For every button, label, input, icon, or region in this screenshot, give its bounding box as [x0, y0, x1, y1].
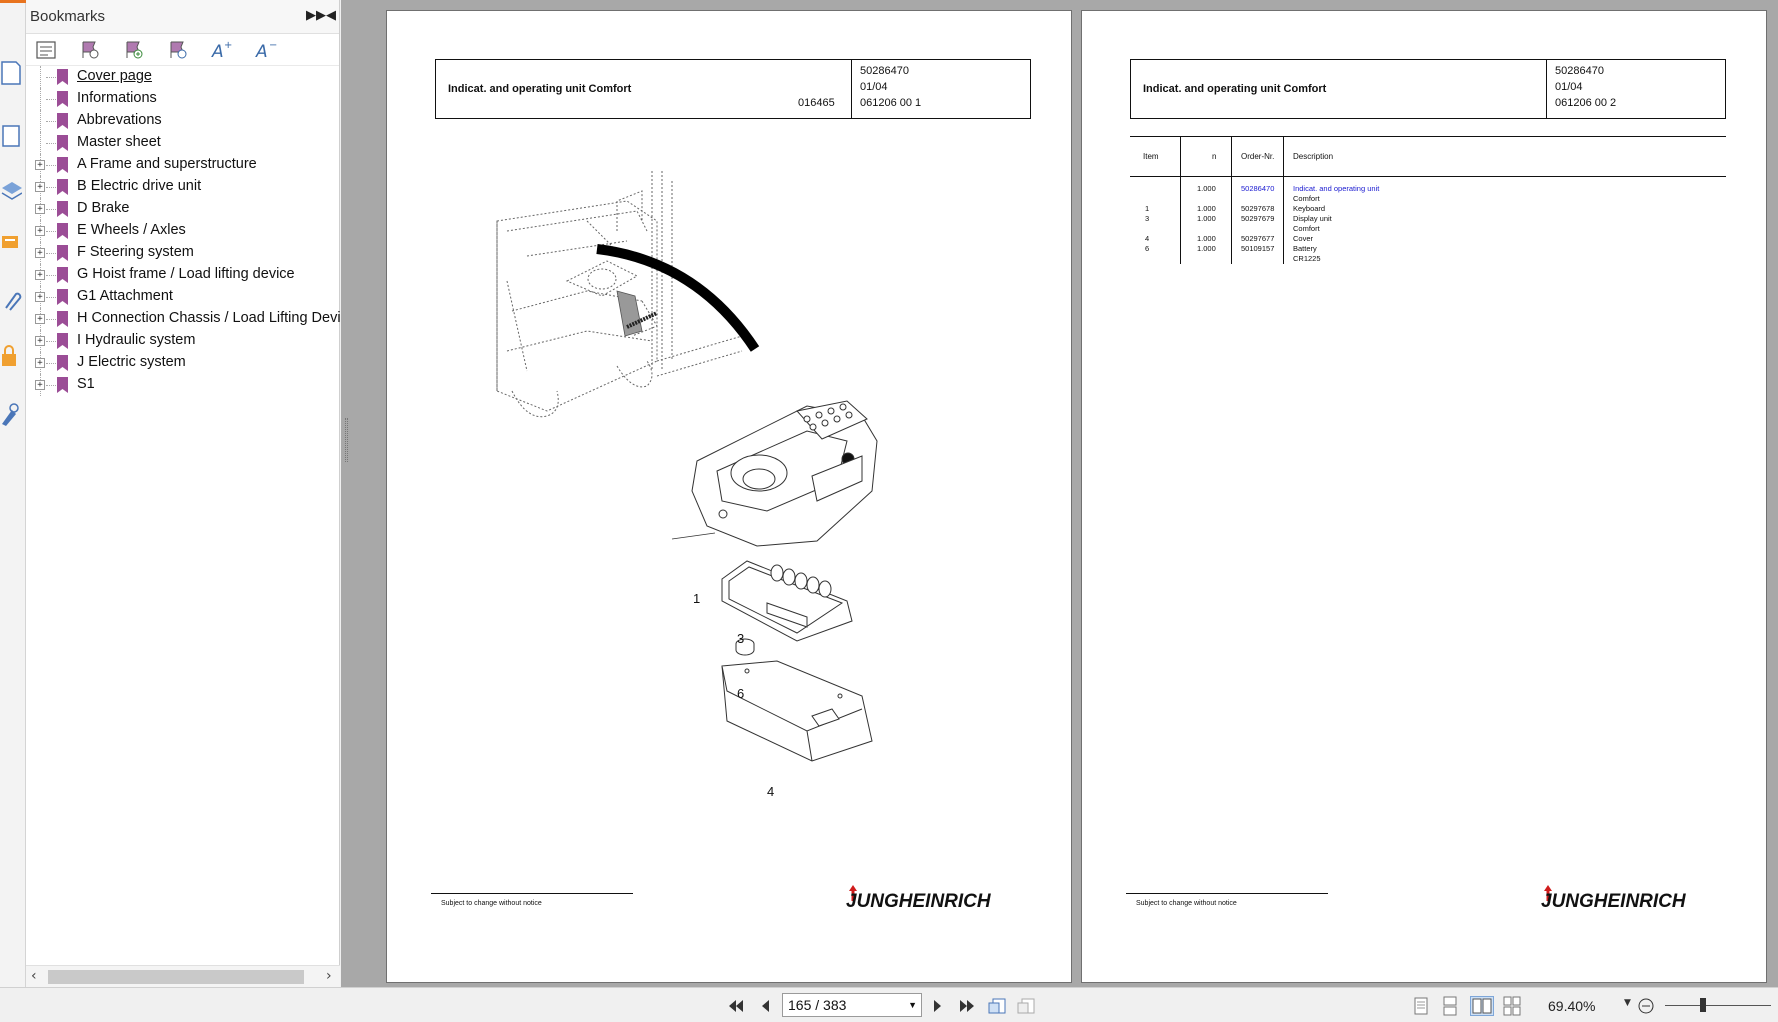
part-number: 50286470	[860, 65, 909, 77]
column-header-order: Order-Nr.	[1241, 152, 1275, 161]
expand-panel-icon[interactable]: ▶▶	[306, 8, 326, 23]
page-number-input[interactable]	[782, 993, 922, 1017]
bookmark-item[interactable]	[26, 308, 339, 330]
page-thumbnail-icon[interactable]	[0, 55, 26, 91]
bookmark-label[interactable]: J Electric system	[77, 354, 186, 370]
bookmark-flag-icon	[56, 157, 70, 174]
svg-text:A: A	[212, 41, 224, 60]
bookmark-flag-icon	[56, 91, 70, 108]
tree-guide-line	[46, 187, 56, 188]
column-rule	[1180, 136, 1181, 264]
page-header-box	[1130, 59, 1726, 119]
tree-guide-line	[46, 99, 56, 100]
svg-text:JUNGHEINRICH: JUNGHEINRICH	[846, 891, 991, 912]
column-rule	[1283, 136, 1284, 264]
bookmark-flag-icon	[56, 333, 70, 350]
bookmark-flag-icon	[56, 311, 70, 328]
zoom-out-icon[interactable]	[1636, 996, 1656, 1016]
tree-guide-line	[46, 77, 56, 78]
panel-resize-grip[interactable]	[345, 418, 348, 462]
display-unit-drawing	[692, 401, 877, 546]
svg-text:JUNGHEINRICH: JUNGHEINRICH	[1541, 891, 1686, 912]
table-cell-order: 50297677	[1241, 234, 1275, 243]
tree-guide-line	[46, 165, 56, 166]
signature-icon[interactable]	[0, 396, 26, 432]
svg-text:+: +	[224, 39, 233, 51]
tree-guide-line	[40, 66, 41, 88]
table-cell-description: Display unit	[1293, 214, 1332, 223]
table-cell-n: 1.000	[1197, 214, 1216, 223]
bookmark-item[interactable]	[26, 330, 339, 352]
expand-toggle-icon[interactable]: +	[35, 358, 45, 368]
bookmark-label[interactable]: H Connection Chassis / Load Lifting Devi	[77, 310, 341, 326]
next-page-icon[interactable]	[928, 996, 948, 1016]
jungheinrich-logo	[843, 883, 993, 913]
delete-bookmark-icon[interactable]	[78, 38, 102, 62]
facing-view-icon[interactable]	[1470, 996, 1494, 1016]
callout-3: 3	[737, 631, 745, 646]
layers-icon[interactable]	[0, 172, 26, 208]
page-header-box	[435, 59, 1031, 119]
sheet-number: 061206 00 2	[1555, 97, 1617, 109]
column-rule	[1231, 136, 1232, 264]
tree-guide-line	[46, 143, 56, 144]
bookmark-label[interactable]: G1 Attachment	[77, 288, 173, 304]
bookmark-item[interactable]	[26, 242, 339, 264]
next-view-icon[interactable]	[1016, 996, 1036, 1016]
expand-toggle-icon[interactable]: +	[35, 248, 45, 258]
bookmark-item[interactable]	[26, 286, 339, 308]
column-header-n: n	[1212, 152, 1217, 161]
callout-4: 4	[767, 784, 775, 799]
increase-font-icon[interactable]	[210, 38, 234, 62]
bookmark-tree	[26, 66, 339, 396]
bookmark-item[interactable]	[26, 176, 339, 198]
bookmark-label[interactable]: I Hydraulic system	[77, 332, 196, 348]
sheet-number: 061206 00 1	[860, 97, 922, 109]
bookmark-options-icon[interactable]	[34, 38, 58, 62]
bookmark-item[interactable]	[26, 110, 339, 132]
tree-guide-line	[46, 385, 56, 386]
part-number: 50286470	[1555, 65, 1604, 77]
bookmark-label[interactable]: S1	[77, 376, 95, 392]
scroll-left-icon[interactable]: ‹	[31, 968, 37, 984]
page-header-title: Indicat. and operating unit Comfort	[448, 83, 632, 95]
expand-toggle-icon[interactable]: +	[35, 336, 45, 346]
table-header-rule	[1130, 176, 1726, 177]
cover-drawing	[722, 661, 872, 761]
first-page-icon[interactable]	[726, 996, 746, 1016]
column-header-item: Item	[1143, 152, 1159, 161]
bookmark-label[interactable]: F Steering system	[77, 244, 194, 260]
bookmark-label[interactable]: D Brake	[77, 200, 130, 216]
header-divider	[1546, 60, 1547, 118]
bookmark-item[interactable]	[26, 352, 339, 374]
footer-note: Subject to change without notice	[441, 900, 542, 907]
table-top-rule	[1130, 136, 1726, 137]
chevron-down-icon[interactable]: ▼	[908, 1000, 917, 1010]
tree-guide-line	[46, 341, 56, 342]
keyboard-drawing	[722, 561, 852, 641]
scrollbar-thumb[interactable]	[48, 970, 304, 984]
table-cell-n: 1.000	[1197, 184, 1216, 193]
bookmark-label[interactable]: E Wheels / Axles	[77, 222, 186, 238]
table-cell-item: 4	[1145, 234, 1150, 243]
navigation-bar	[0, 987, 1778, 1022]
tree-guide-line	[46, 319, 56, 320]
bookmark-label[interactable]: Master sheet	[77, 134, 161, 150]
seat-sketch	[617, 291, 642, 336]
bookmark-item[interactable]	[26, 220, 339, 242]
attachment-icon[interactable]	[0, 282, 26, 318]
document-page-left	[386, 10, 1072, 983]
tree-guide-line	[46, 275, 56, 276]
svg-text:−: −	[269, 39, 277, 51]
bookmark-label[interactable]: B Electric drive unit	[77, 178, 202, 194]
previous-view-icon[interactable]	[987, 996, 1007, 1016]
expand-toggle-icon[interactable]: +	[35, 182, 45, 192]
table-cell-item: 3	[1145, 214, 1150, 223]
horizontal-scrollbar[interactable]	[26, 965, 340, 987]
table-cell-description: Keyboard	[1293, 204, 1326, 213]
bookmark-item[interactable]	[26, 132, 339, 154]
add-bookmark-icon[interactable]	[122, 38, 146, 62]
bookmarks-toolbar	[26, 34, 339, 66]
bookmark-flag-icon	[56, 289, 70, 306]
bookmark-flag-icon	[56, 267, 70, 284]
table-cell-order[interactable]: 50286470	[1241, 184, 1275, 193]
document-view[interactable]	[341, 0, 1778, 987]
footer-rule	[431, 893, 633, 894]
comments-icon[interactable]	[0, 226, 26, 262]
expand-toggle-icon[interactable]: +	[35, 270, 45, 280]
pages-icon[interactable]	[0, 118, 26, 154]
expand-toggle-icon[interactable]: +	[35, 380, 45, 390]
header-divider	[851, 60, 852, 118]
callout-1: 1	[693, 591, 701, 606]
bookmark-label[interactable]: Abbrevations	[77, 112, 162, 128]
tree-guide-line	[40, 132, 41, 154]
tree-guide-line	[46, 253, 56, 254]
decrease-font-icon[interactable]	[254, 38, 278, 62]
lock-icon[interactable]	[0, 338, 26, 374]
bookmark-flag-icon	[56, 135, 70, 152]
table-cell-item: 1	[1145, 204, 1150, 213]
page-indicator-text: 165 / 383	[788, 997, 847, 1013]
continuous-view-icon[interactable]	[1442, 996, 1462, 1016]
bookmarks-header	[26, 0, 339, 34]
tree-guide-line	[46, 209, 56, 210]
expand-toggle-icon[interactable]: +	[35, 160, 45, 170]
bookmark-flag-icon	[56, 355, 70, 372]
table-cell-description[interactable]: Indicat. and operating unit	[1293, 184, 1380, 193]
jungheinrich-logo	[1538, 883, 1688, 913]
tree-guide-line	[46, 121, 56, 122]
bookmark-item[interactable]	[26, 264, 339, 286]
bookmark-item[interactable]	[26, 374, 339, 396]
bookmark-label[interactable]: Cover page	[77, 68, 152, 84]
revision-date: 01/04	[860, 81, 888, 93]
table-cell-n: 1.000	[1197, 234, 1216, 243]
drawing-code: 016465	[798, 97, 835, 109]
table-cell-description: Battery	[1293, 244, 1317, 253]
exploded-parts-illustration	[467, 161, 887, 831]
previous-page-icon[interactable]	[755, 996, 775, 1016]
page-header-title: Indicat. and operating unit Comfort	[1143, 83, 1327, 95]
zoom-dropdown-icon[interactable]: ▼	[1624, 998, 1631, 1008]
table-cell-item: 6	[1145, 244, 1150, 253]
expand-toggle-icon[interactable]: +	[35, 292, 45, 302]
collapse-panel-icon[interactable]: ◀	[326, 8, 336, 23]
bookmark-flag-icon	[56, 223, 70, 240]
callout-line-1	[672, 533, 715, 539]
table-cell-order: 50297679	[1241, 214, 1275, 223]
bookmark-item[interactable]	[26, 88, 339, 110]
footer-note: Subject to change without notice	[1136, 900, 1237, 907]
table-cell-order: 50109157	[1241, 244, 1275, 253]
zoom-level[interactable]: 69.40%	[1548, 998, 1596, 1014]
bookmarks-title: Bookmarks	[30, 8, 106, 25]
tree-guide-line	[46, 297, 56, 298]
table-cell-description: Comfort	[1293, 194, 1320, 203]
table-cell-description: Cover	[1293, 234, 1314, 243]
continuous-facing-view-icon[interactable]	[1502, 996, 1522, 1016]
revision-date: 01/04	[1555, 81, 1583, 93]
tree-guide-line	[40, 88, 41, 110]
document-page-right	[1081, 10, 1767, 983]
single-page-view-icon[interactable]	[1413, 996, 1433, 1016]
table-cell-n: 1.000	[1197, 244, 1216, 253]
bookmark-item[interactable]	[26, 198, 339, 220]
bookmarks-panel	[26, 0, 340, 987]
bookmark-flag-icon	[56, 113, 70, 130]
bookmark-flag-icon	[56, 201, 70, 218]
scroll-right-icon[interactable]: ›	[326, 968, 332, 984]
bookmark-item[interactable]	[26, 66, 339, 88]
expand-toggle-icon[interactable]: +	[35, 314, 45, 324]
bookmark-label[interactable]: G Hoist frame / Load lifting device	[77, 266, 295, 282]
table-cell-description: CR1225	[1293, 254, 1321, 263]
zoom-slider-track[interactable]	[1665, 1005, 1771, 1006]
bookmark-flag-icon	[56, 179, 70, 196]
footer-rule	[1126, 893, 1328, 894]
svg-text:A: A	[256, 41, 268, 60]
bookmark-item[interactable]	[26, 154, 339, 176]
tree-guide-line	[40, 110, 41, 132]
bookmark-flag-icon	[56, 245, 70, 262]
table-cell-n: 1.000	[1197, 204, 1216, 213]
expand-toggle-icon[interactable]: +	[35, 204, 45, 214]
bookmark-label[interactable]: Informations	[77, 90, 157, 106]
expand-toggle-icon[interactable]: +	[35, 226, 45, 236]
column-header-description: Description	[1293, 152, 1334, 161]
tree-guide-line	[46, 231, 56, 232]
bookmark-flag-icon	[56, 69, 70, 86]
bookmark-label[interactable]: A Frame and superstructure	[77, 156, 257, 172]
zoom-slider-thumb[interactable]	[1700, 998, 1706, 1012]
table-cell-description: Comfort	[1293, 224, 1320, 233]
find-bookmark-icon[interactable]	[166, 38, 190, 62]
bookmark-flag-icon	[56, 377, 70, 394]
tree-guide-line	[46, 363, 56, 364]
side-rail	[0, 0, 26, 987]
last-page-icon[interactable]	[957, 996, 977, 1016]
callout-6: 6	[737, 686, 745, 701]
table-cell-order: 50297678	[1241, 204, 1275, 213]
